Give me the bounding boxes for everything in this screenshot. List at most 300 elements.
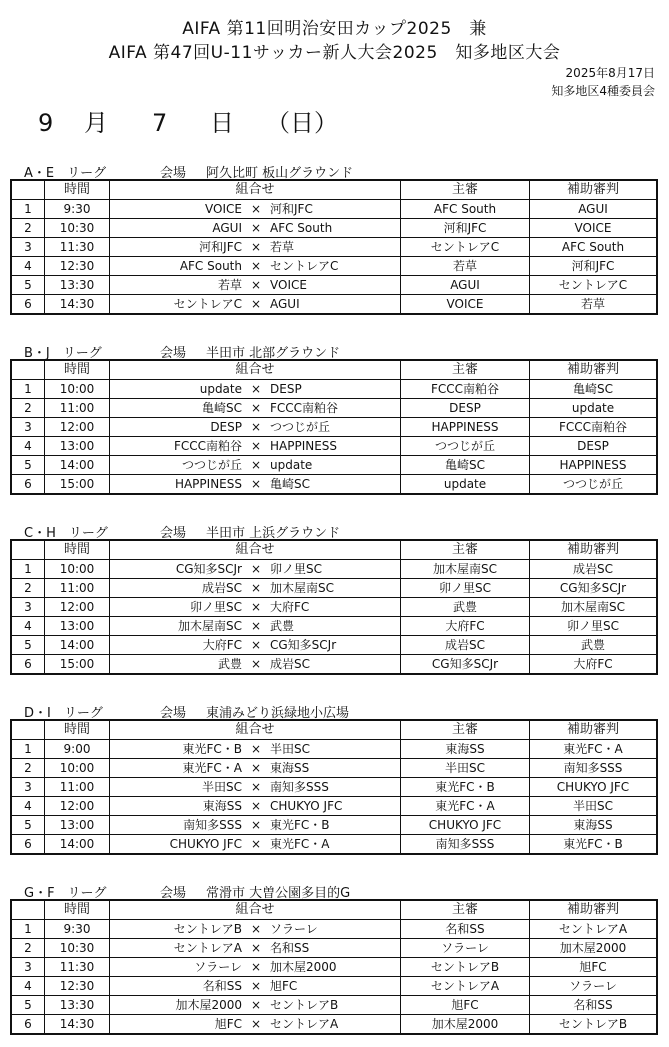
assistant-referee: VOICE	[530, 219, 658, 238]
referee: セントレアB	[401, 958, 530, 977]
assistant-referee: 名和SS	[530, 996, 658, 1015]
match-number: 2	[11, 759, 45, 778]
kickoff-time: 13:30	[45, 996, 110, 1015]
league-section	[10, 520, 658, 675]
vs-mark: ×	[250, 477, 262, 491]
table-row	[11, 977, 657, 996]
kickoff-time: 14:00	[45, 835, 110, 855]
table-header-row	[11, 720, 657, 740]
league-section	[10, 880, 658, 1035]
home-team: 南知多SSS	[183, 818, 242, 832]
home-team: AFC South	[179, 259, 242, 273]
referee: 卯ノ里SC	[401, 579, 530, 598]
matchup	[110, 655, 401, 675]
referee: AFC South	[401, 200, 530, 219]
match-number: 4	[11, 257, 45, 276]
assistant-referee: DESP	[530, 437, 658, 456]
kickoff-time: 13:00	[45, 437, 110, 456]
away-team: 成岩SC	[270, 657, 310, 671]
referee: AGUI	[401, 276, 530, 295]
assistant-referee: AGUI	[530, 200, 658, 219]
header-assistant: 補助審判	[530, 360, 658, 380]
referee: 南知多SSS	[401, 835, 530, 855]
home-team: CG知多SCJr	[175, 562, 242, 576]
league-name: C・H リーグ	[24, 526, 108, 541]
match-number: 3	[11, 238, 45, 257]
table-row	[11, 759, 657, 778]
home-team: DESP	[210, 420, 242, 434]
match-number: 1	[11, 740, 45, 759]
away-team: 武豊	[270, 619, 295, 633]
match-number: 6	[11, 295, 45, 315]
match-number: 6	[11, 835, 45, 855]
away-team: 旭FC	[270, 979, 298, 993]
referee: VOICE	[401, 295, 530, 315]
vs-mark: ×	[250, 439, 262, 453]
referee: update	[401, 475, 530, 495]
referee: FCCC南粕谷	[401, 380, 530, 399]
away-team: セントレアB	[270, 998, 339, 1012]
match-number: 1	[11, 920, 45, 939]
match-date-day-unit: 日	[210, 109, 234, 137]
vs-mark: ×	[250, 458, 262, 472]
vs-mark: ×	[250, 657, 262, 671]
league-section	[10, 700, 658, 855]
away-team: VOICE	[270, 278, 307, 292]
assistant-referee: 成岩SC	[530, 560, 658, 579]
kickoff-time: 12:00	[45, 797, 110, 816]
vs-mark: ×	[250, 1017, 262, 1031]
header-no	[11, 540, 45, 560]
table-row	[11, 257, 657, 276]
venue-label: 会場	[160, 166, 187, 181]
venue-label: 会場	[160, 346, 187, 361]
referee: 東光FC・B	[401, 778, 530, 797]
matchup	[110, 778, 401, 797]
league-header	[10, 700, 658, 719]
away-team: 亀崎SC	[270, 477, 310, 491]
vs-mark: ×	[250, 259, 262, 273]
referee: セントレアA	[401, 977, 530, 996]
away-team: 南知多SSS	[270, 780, 329, 794]
kickoff-time: 11:30	[45, 958, 110, 977]
matchup	[110, 475, 401, 495]
away-team: FCCC南粕谷	[270, 401, 339, 415]
away-team: セントレアA	[270, 1017, 339, 1031]
home-team: CHUKYO JFC	[169, 837, 242, 851]
assistant-referee: 亀崎SC	[530, 380, 658, 399]
table-row	[11, 276, 657, 295]
venue-name: 東浦みどり浜緑地小広場	[206, 706, 350, 721]
match-number: 4	[11, 797, 45, 816]
vs-mark: ×	[250, 278, 262, 292]
away-team: 加木屋南SC	[270, 581, 334, 595]
referee: つつじが丘	[401, 437, 530, 456]
away-team: 河和JFC	[270, 202, 313, 216]
match-number: 4	[11, 977, 45, 996]
matchup	[110, 1015, 401, 1035]
referee: DESP	[401, 399, 530, 418]
match-number: 1	[11, 560, 45, 579]
home-team: 大府FC	[202, 638, 242, 652]
header-no	[11, 360, 45, 380]
issued-date: 2025年8月17日	[565, 66, 655, 80]
home-team: 東光FC・B	[182, 742, 242, 756]
assistant-referee: つつじが丘	[530, 475, 658, 495]
header-time: 時間	[45, 180, 110, 200]
away-team: CHUKYO JFC	[270, 799, 343, 813]
header-time: 時間	[45, 720, 110, 740]
home-team: 旭FC	[214, 1017, 242, 1031]
referee: 名和SS	[401, 920, 530, 939]
away-team: 名和SS	[270, 941, 310, 955]
header-assistant: 補助審判	[530, 540, 658, 560]
vs-mark: ×	[250, 221, 262, 235]
away-team: 東光FC・B	[270, 818, 330, 832]
match-number: 5	[11, 996, 45, 1015]
table-row	[11, 456, 657, 475]
referee: 河和JFC	[401, 219, 530, 238]
assistant-referee: CG知多SCJr	[530, 579, 658, 598]
referee: 成岩SC	[401, 636, 530, 655]
home-team: 名和SS	[202, 979, 242, 993]
matchup	[110, 380, 401, 399]
matchup	[110, 598, 401, 617]
match-number: 2	[11, 219, 45, 238]
referee: 半田SC	[401, 759, 530, 778]
matchup	[110, 816, 401, 835]
header-match: 組合せ	[110, 180, 401, 200]
away-team: セントレアC	[270, 259, 339, 273]
table-row	[11, 740, 657, 759]
kickoff-time: 14:00	[45, 456, 110, 475]
table-row	[11, 380, 657, 399]
vs-mark: ×	[250, 562, 262, 576]
away-team: ソラーレ	[270, 922, 318, 936]
table-row	[11, 1015, 657, 1035]
matchup	[110, 617, 401, 636]
away-team: 若草	[270, 240, 295, 254]
kickoff-time: 12:00	[45, 418, 110, 437]
away-team: 大府FC	[270, 600, 310, 614]
kickoff-time: 11:00	[45, 579, 110, 598]
league-header	[10, 340, 658, 359]
assistant-referee: 加木屋2000	[530, 939, 658, 958]
kickoff-time: 10:00	[45, 380, 110, 399]
league-name: G・F リーグ	[24, 886, 107, 901]
matchup	[110, 418, 401, 437]
vs-mark: ×	[250, 818, 262, 832]
table-row	[11, 418, 657, 437]
home-team: update	[199, 382, 242, 396]
kickoff-time: 13:30	[45, 276, 110, 295]
header-no	[11, 720, 45, 740]
home-team: VOICE	[205, 202, 242, 216]
match-date	[38, 103, 346, 138]
match-number: 3	[11, 958, 45, 977]
league-name: D・I リーグ	[24, 706, 103, 721]
league-header	[10, 160, 658, 179]
kickoff-time: 14:00	[45, 636, 110, 655]
away-team: 半田SC	[270, 742, 310, 756]
header-match: 組合せ	[110, 900, 401, 920]
vs-mark: ×	[250, 780, 262, 794]
referee: セントレアC	[401, 238, 530, 257]
referee: 加木屋南SC	[401, 560, 530, 579]
home-team: 半田SC	[202, 780, 242, 794]
matchup	[110, 579, 401, 598]
kickoff-time: 13:00	[45, 816, 110, 835]
header-referee: 主審	[401, 720, 530, 740]
matchup	[110, 740, 401, 759]
table-row	[11, 778, 657, 797]
schedule-table	[10, 539, 658, 675]
header-match: 組合せ	[110, 720, 401, 740]
header-referee: 主審	[401, 180, 530, 200]
assistant-referee: 武豊	[530, 636, 658, 655]
home-team: 東光FC・A	[182, 761, 242, 775]
assistant-referee: セントレアA	[530, 920, 658, 939]
away-team: AGUI	[270, 297, 300, 311]
issuer: 知多地区4種委員会	[551, 84, 655, 98]
table-row	[11, 200, 657, 219]
kickoff-time: 10:00	[45, 560, 110, 579]
match-number: 1	[11, 380, 45, 399]
title-line-1: AIFA 第11回明治安田カップ2025 兼	[182, 19, 487, 39]
title-line-2: AIFA 第47回U-11サッカー新人大会2025 知多地区大会	[108, 43, 561, 63]
table-row	[11, 219, 657, 238]
assistant-referee: update	[530, 399, 658, 418]
match-number: 4	[11, 617, 45, 636]
referee: CG知多SCJr	[401, 655, 530, 675]
header-assistant: 補助審判	[530, 180, 658, 200]
match-number: 3	[11, 418, 45, 437]
match-number: 5	[11, 456, 45, 475]
table-row	[11, 295, 657, 315]
vs-mark: ×	[250, 600, 262, 614]
league-name: B・J リーグ	[24, 346, 102, 361]
table-row	[11, 797, 657, 816]
matchup	[110, 560, 401, 579]
away-team: CG知多SCJr	[270, 638, 337, 652]
home-team: セントレアA	[173, 941, 242, 955]
matchup	[110, 996, 401, 1015]
venue-label: 会場	[160, 886, 187, 901]
match-number: 2	[11, 399, 45, 418]
matchup	[110, 437, 401, 456]
referee: CHUKYO JFC	[401, 816, 530, 835]
matchup	[110, 636, 401, 655]
home-team: 河和JFC	[199, 240, 242, 254]
referee: 大府FC	[401, 617, 530, 636]
vs-mark: ×	[250, 382, 262, 396]
venue-name: 阿久比町 板山グラウンド	[206, 166, 354, 181]
matchup	[110, 958, 401, 977]
referee: 加木屋2000	[401, 1015, 530, 1035]
matchup	[110, 219, 401, 238]
schedule-table	[10, 899, 658, 1035]
matchup	[110, 835, 401, 855]
assistant-referee: 卯ノ里SC	[530, 617, 658, 636]
vs-mark: ×	[250, 922, 262, 936]
kickoff-time: 13:00	[45, 617, 110, 636]
matchup	[110, 200, 401, 219]
assistant-referee: FCCC南粕谷	[530, 418, 658, 437]
table-row	[11, 939, 657, 958]
match-date-month-unit: 月	[84, 109, 108, 137]
header-referee: 主審	[401, 900, 530, 920]
match-number: 2	[11, 579, 45, 598]
home-team: 東海SS	[202, 799, 242, 813]
matchup	[110, 977, 401, 996]
matchup	[110, 238, 401, 257]
match-number: 6	[11, 655, 45, 675]
referee: 亀崎SC	[401, 456, 530, 475]
vs-mark: ×	[250, 998, 262, 1012]
matchup	[110, 759, 401, 778]
away-team: 卯ノ里SC	[270, 562, 322, 576]
kickoff-time: 9:00	[45, 740, 110, 759]
away-team: 東光FC・A	[270, 837, 330, 851]
match-number: 4	[11, 437, 45, 456]
match-number: 1	[11, 200, 45, 219]
header-no	[11, 900, 45, 920]
kickoff-time: 12:00	[45, 598, 110, 617]
assistant-referee: 東光FC・A	[530, 740, 658, 759]
table-row	[11, 579, 657, 598]
table-header-row	[11, 540, 657, 560]
table-header-row	[11, 900, 657, 920]
home-team: 加木屋2000	[175, 998, 242, 1012]
venue-label: 会場	[160, 526, 187, 541]
venue-name: 半田市 北部グラウンド	[206, 346, 341, 361]
vs-mark: ×	[250, 761, 262, 775]
kickoff-time: 14:30	[45, 1015, 110, 1035]
vs-mark: ×	[250, 638, 262, 652]
matchup	[110, 456, 401, 475]
header-time: 時間	[45, 360, 110, 380]
home-team: つつじが丘	[181, 458, 242, 472]
away-team: update	[270, 458, 313, 472]
league-section	[10, 160, 658, 315]
assistant-referee: 河和JFC	[530, 257, 658, 276]
referee: 武豊	[401, 598, 530, 617]
away-team: 加木屋2000	[270, 960, 337, 974]
header-assistant: 補助審判	[530, 900, 658, 920]
assistant-referee: 南知多SSS	[530, 759, 658, 778]
vs-mark: ×	[250, 742, 262, 756]
matchup	[110, 939, 401, 958]
away-team: HAPPINESS	[270, 439, 338, 453]
home-team: FCCC南粕谷	[173, 439, 242, 453]
table-row	[11, 617, 657, 636]
table-row	[11, 475, 657, 495]
vs-mark: ×	[250, 420, 262, 434]
kickoff-time: 10:30	[45, 939, 110, 958]
vs-mark: ×	[250, 581, 262, 595]
match-number: 6	[11, 1015, 45, 1035]
home-team: 若草	[217, 278, 242, 292]
home-team: HAPPINESS	[174, 477, 242, 491]
table-row	[11, 920, 657, 939]
league-section	[10, 340, 658, 495]
assistant-referee: 旭FC	[530, 958, 658, 977]
assistant-referee: 加木屋南SC	[530, 598, 658, 617]
header-time: 時間	[45, 540, 110, 560]
vs-mark: ×	[250, 240, 262, 254]
assistant-referee: セントレアB	[530, 1015, 658, 1035]
match-number: 5	[11, 276, 45, 295]
table-row	[11, 636, 657, 655]
vs-mark: ×	[250, 799, 262, 813]
table-row	[11, 399, 657, 418]
home-team: 成岩SC	[202, 581, 242, 595]
header-match: 組合せ	[110, 540, 401, 560]
assistant-referee: AFC South	[530, 238, 658, 257]
matchup	[110, 295, 401, 315]
home-team: セントレアC	[173, 297, 242, 311]
matchup	[110, 399, 401, 418]
vs-mark: ×	[250, 619, 262, 633]
match-number: 5	[11, 816, 45, 835]
referee: 東海SS	[401, 740, 530, 759]
away-team: 東海SS	[270, 761, 310, 775]
kickoff-time: 12:30	[45, 257, 110, 276]
match-date-day: 7	[152, 109, 168, 137]
home-team: 武豊	[217, 657, 242, 671]
venue-name: 常滑市 大曽公園多目的G	[206, 886, 351, 901]
vs-mark: ×	[250, 960, 262, 974]
assistant-referee: セントレアC	[530, 276, 658, 295]
kickoff-time: 11:00	[45, 399, 110, 418]
table-row	[11, 958, 657, 977]
match-date-weekday: （日）	[266, 109, 338, 137]
matchup	[110, 797, 401, 816]
schedule-table	[10, 719, 658, 855]
schedule-table	[10, 359, 658, 495]
table-row	[11, 655, 657, 675]
home-team: ソラーレ	[194, 960, 242, 974]
vs-mark: ×	[250, 837, 262, 851]
header-referee: 主審	[401, 540, 530, 560]
match-number: 3	[11, 778, 45, 797]
match-number: 3	[11, 598, 45, 617]
away-team: AFC South	[270, 221, 333, 235]
kickoff-time: 10:30	[45, 219, 110, 238]
away-team: つつじが丘	[270, 420, 331, 434]
match-number: 6	[11, 475, 45, 495]
vs-mark: ×	[250, 401, 262, 415]
league-name: A・E リーグ	[24, 166, 107, 181]
assistant-referee: 東光FC・B	[530, 835, 658, 855]
assistant-referee: HAPPINESS	[530, 456, 658, 475]
table-header-row	[11, 360, 657, 380]
vs-mark: ×	[250, 202, 262, 216]
away-team: DESP	[270, 382, 302, 396]
home-team: AGUI	[212, 221, 242, 235]
assistant-referee: 半田SC	[530, 797, 658, 816]
vs-mark: ×	[250, 979, 262, 993]
match-number: 5	[11, 636, 45, 655]
league-header	[10, 880, 658, 899]
table-row	[11, 835, 657, 855]
vs-mark: ×	[250, 941, 262, 955]
vs-mark: ×	[250, 297, 262, 311]
kickoff-time: 9:30	[45, 200, 110, 219]
home-team: 亀崎SC	[202, 401, 242, 415]
matchup	[110, 257, 401, 276]
table-header-row	[11, 180, 657, 200]
